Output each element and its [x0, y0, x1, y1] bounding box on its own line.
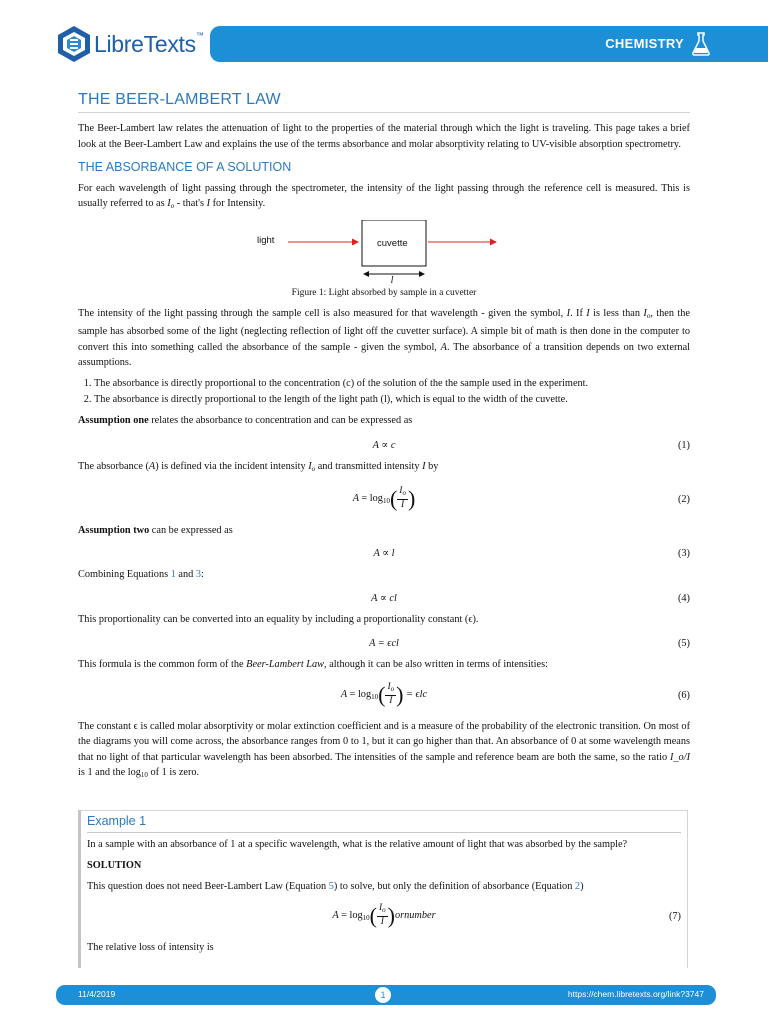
equation-7: $A = \log_{10}$( $\frac{I_o}{I}$ )ornumber (7): [332, 902, 681, 928]
equation-1-link[interactable]: 1: [170, 568, 176, 580]
section-label[interactable]: CHEMISTRY: [605, 36, 684, 51]
assumptions-list: [78, 376, 690, 407]
cuvette-diagram: [266, 220, 586, 278]
figure-length-label: l: [390, 275, 394, 287]
list-item: 2. The absorbance is directly proportional to the length of the light path (l), which is equal to the width of the cuvette.: [94, 392, 690, 407]
assumption-one-paragraph: Assumption one relates the absorbance to concentration and can be expressed as: [78, 415, 413, 427]
cuvette-figure: [78, 220, 690, 278]
intro-paragraph: The Beer-Lambert law relates the attenuation of light to the properties of the material through which the light is traveling. This page takes a brief look at the Beer-Lambert Law and explains the use of the terms absorbance and molar absorptivity relating to UV-visible absorption spectrometry.: [78, 123, 690, 150]
proportionality-paragraph: This proportionality can be converted into an equality by including a proportionality constant (ϵ).: [78, 613, 479, 625]
article-body: [78, 92, 690, 789]
relative-loss-paragraph: The relative loss of intensity is: [87, 941, 214, 953]
equation-6: $A = \log_{10}$( $\frac{I_o}{I}$ ) = ϵlc (6): [340, 681, 690, 707]
logo-wordmark: LibreTexts™: [94, 30, 204, 57]
page-number: 1: [375, 987, 391, 1003]
reference-intensity-paragraph: For each wavelength of light passing through the spectrometer, the intensity of the light passing through the reference cell is measured. This is usually referred to as $I_o$ - that's I for Intensity.: [78, 182, 690, 211]
equation-2-link[interactable]: 2: [574, 881, 581, 893]
figure-caption: Figure 1: Light absorbed by sample in a cuvetter: [291, 288, 477, 299]
figure-light-label: light: [257, 235, 275, 247]
molar-absorptivity-paragraph: The constant ϵ is called molar absorptivity or molar extinction coefficient and is a measure of the probability of the electronic transition. On most of the diagrams you will come across, the absorbance ranges from 0 to 1, but it can go higher than that. An absorbance of 0 at some wavelength means that no light of that particular wavelength has been absorbed. The intensities of the sample and reference beam are both the same, so the ratio I_o/I is 1 and the $\log_{10}$ of 1 is zero.: [78, 720, 690, 779]
footer-url-link[interactable]: https://chem.libretexts.org/link?3747: [567, 989, 704, 999]
example-title: Example 1: [87, 814, 681, 833]
figure-cuvette-label: cuvette: [377, 238, 408, 250]
header-band: [210, 26, 768, 62]
libretexts-hex-icon: [56, 24, 92, 64]
page-title: THE BEER-LAMBERT LAW: [78, 92, 690, 113]
footer-bar: [56, 985, 716, 1005]
solution-label: SOLUTION: [87, 859, 142, 871]
equation-3-link[interactable]: 3: [195, 568, 202, 580]
list-item: 1. The absorbance is directly proportional to the concentration (c) of the solution of the the sample used in the experiment.: [94, 376, 690, 391]
assumption-two-paragraph: Assumption two can be expressed as: [78, 525, 233, 537]
equation-1: A ∝ c (1): [372, 439, 690, 451]
libretexts-logo[interactable]: [56, 22, 204, 66]
solution-paragraph: This question does not need Beer-Lambert Law (Equation 5) to solve, but only the definition of absorbance (Equation 2): [87, 881, 584, 893]
footer-date: 11/4/2019: [78, 989, 116, 999]
absorbance-definition-paragraph: The absorbance (A) is defined via the incident intensity $I_o$ and transmitted intensity I by: [78, 460, 439, 473]
sample-intensity-paragraph: The intensity of the light passing through the sample cell is also measured for that wavelength - given the symbol, I. If I is less than $I_o$, then the sample has absorbed some of the light (neglecting reflection of light off the cuvetter surface). A simple bit of math is then done in the computer to convert this into something called the absorbance of the sample - given the symbol, A. The absorbance of a transition depends on two external assumptions.: [78, 307, 691, 369]
example-question: In a sample with an absorbance of 1 at a specific wavelength, what is the relative amount of light that was absorbed by the sample?: [87, 839, 628, 851]
common-form-paragraph: This formula is the common form of the Beer-Lambert Law, although it can be also written in terms of intensities:: [78, 659, 548, 671]
section-heading-absorbance: THE ABSORBANCE OF A SOLUTION: [78, 160, 292, 175]
equation-2: $A = \log_{10}$( $\frac{I_o}{I}$ ) (2): [352, 485, 690, 511]
equation-5-link[interactable]: 5: [328, 881, 334, 893]
example-box: [78, 810, 688, 968]
equation-4: A ∝ cl (4): [371, 592, 690, 604]
equation-3: A ∝ l (3): [373, 547, 690, 559]
equation-5: A = ϵcl (5): [369, 638, 690, 650]
combining-paragraph: Combining Equations 1 and 3:: [78, 568, 204, 580]
flask-icon: [692, 32, 710, 56]
